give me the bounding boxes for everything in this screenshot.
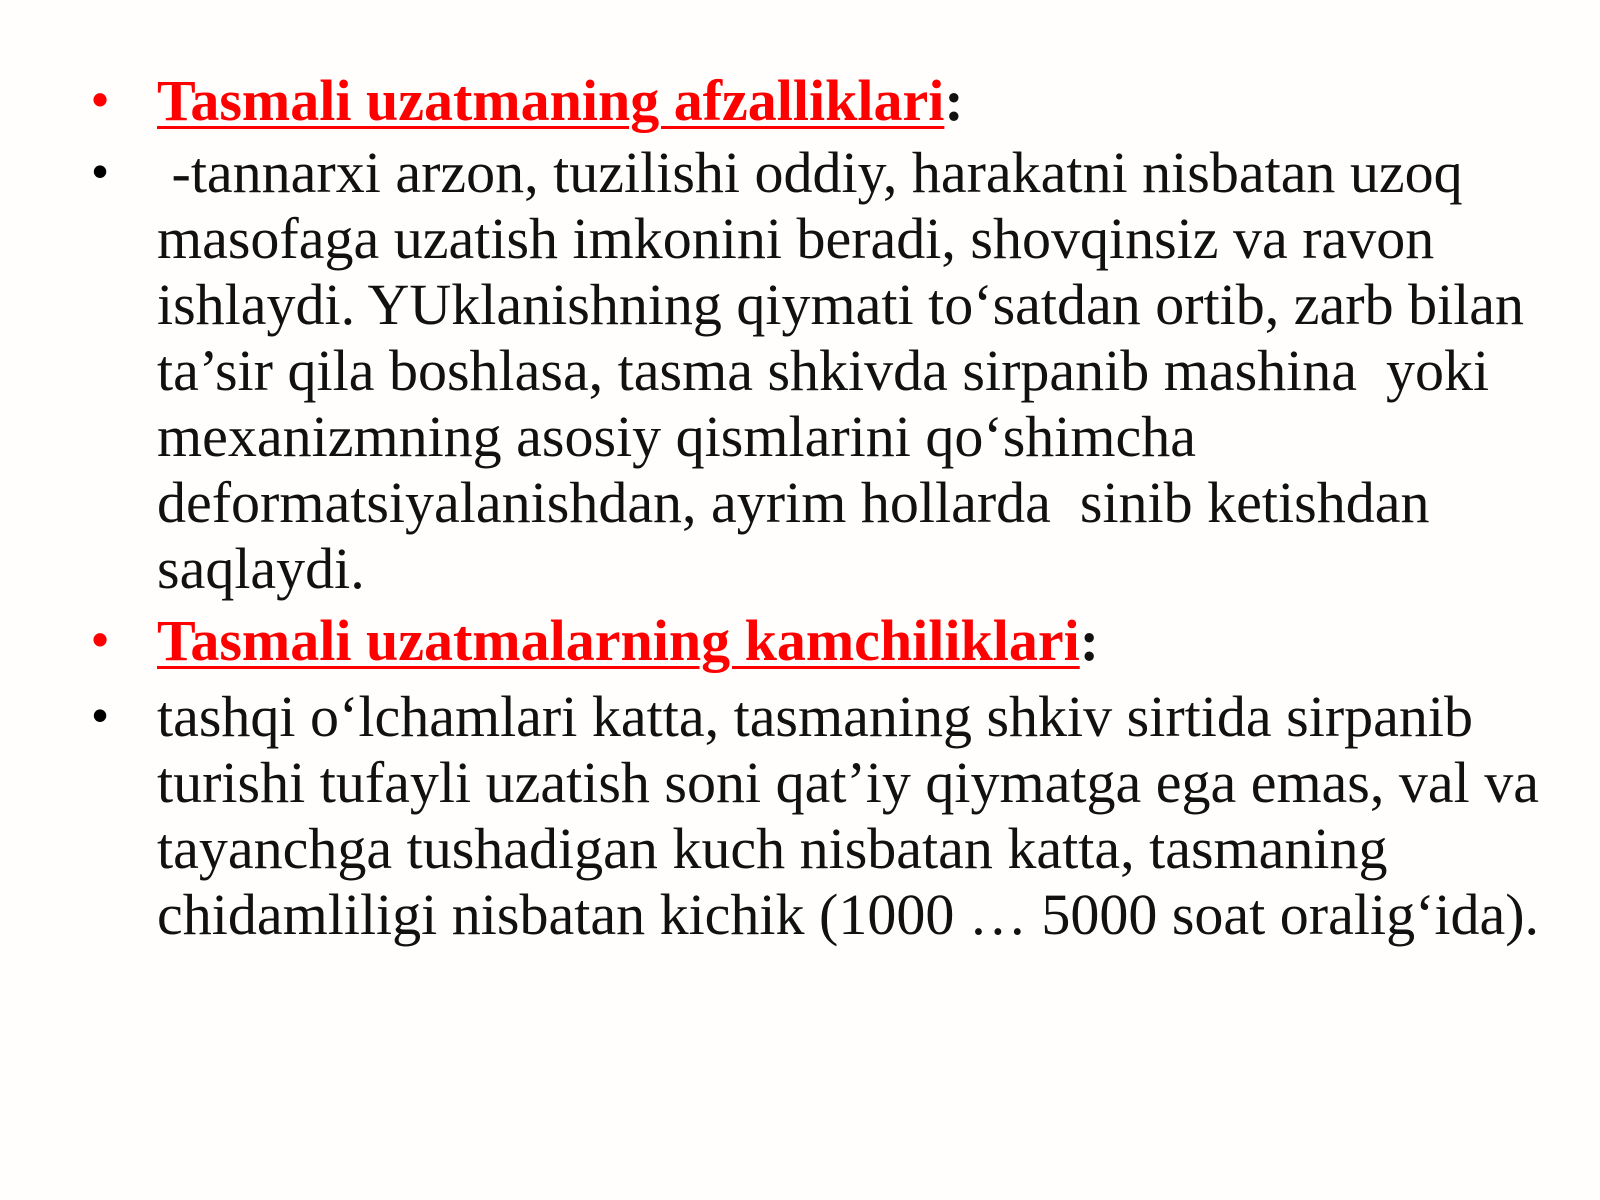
bullet-icon: •: [92, 689, 109, 741]
advantages-heading: Tasmali uzatmaning afzalliklari: [157, 68, 945, 133]
bullet-list: [92, 68, 1554, 948]
advantages-text: -tannarxi arzon, tuzilishi oddiy, harakatni nisbatan uzoq masofaga uzatish imkonini beradi, shovqinsiz va ravon ishlaydi. YUklanishning qiymati to‘satdan ortib, zarb bilan ta’sir qila boshlasa, tasma shkivda sirpanib mashina yoki mexanizmning asosiy qismlarini qo‘shimcha deformatsiyalanishdan, ayrim hollarda sinib ketishdan saqlaydi.: [157, 140, 1539, 601]
disadvantages-body-item: [92, 684, 1554, 948]
disadvantages-text: tashqi o‘lchamlari katta, tasmaning shkiv sirtida sirpanib turishi tufayli uzatish soni qat’iy qiymatga ega emas, val va tayanchga tushadigan kuch nisbatan katta, tasmaning chidamliligi nisbatan kichik (1000 … 5000 soat oralig‘ida).: [157, 684, 1554, 947]
advantages-body-item: [92, 140, 1542, 602]
advantages-heading-item: [92, 68, 1542, 134]
disadvantages-heading: Tasmali uzatmalarning kamchiliklari: [157, 608, 1080, 673]
disadvantages-heading-item: [92, 608, 1542, 674]
heading-colon: :: [944, 68, 964, 133]
bullet-icon: •: [92, 73, 109, 125]
bullet-icon: •: [92, 613, 109, 665]
heading-colon: :: [1079, 608, 1100, 673]
bullet-icon: •: [92, 145, 109, 197]
